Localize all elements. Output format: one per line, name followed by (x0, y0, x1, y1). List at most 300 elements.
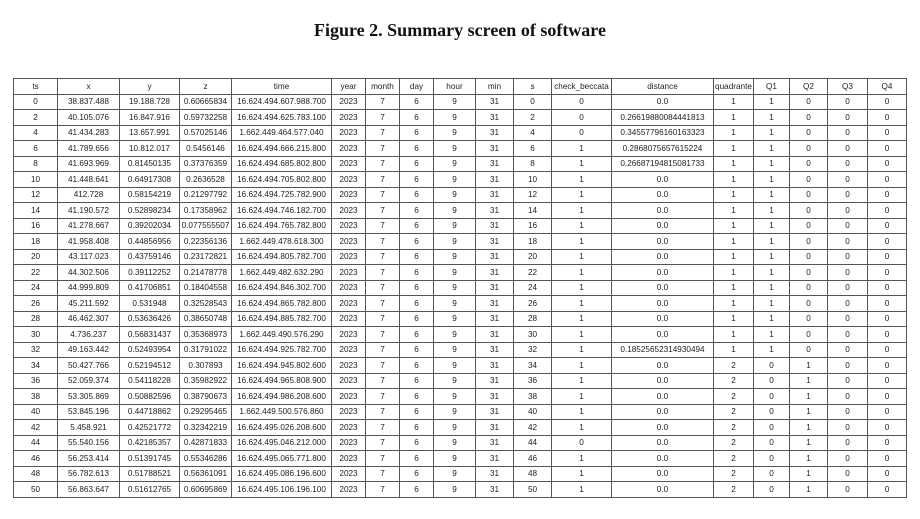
table-cell: 6 (400, 265, 434, 281)
table-cell: 9 (434, 203, 476, 219)
table-cell: 56.863.647 (58, 482, 120, 498)
table-cell: 1 (714, 327, 754, 343)
table-cell: 2 (714, 389, 754, 405)
table-cell: 0.58154219 (120, 187, 180, 203)
table-cell: 2023 (332, 482, 366, 498)
table-cell: 0 (828, 435, 868, 451)
table-cell: 46 (14, 451, 58, 467)
table-cell: 9 (434, 466, 476, 482)
table-row (14, 296, 907, 312)
table-cell: 0 (828, 404, 868, 420)
table-cell: 7 (366, 94, 400, 110)
table-cell: 24 (514, 280, 552, 296)
table-cell: 7 (366, 311, 400, 327)
table-cell: 1.662.449.500.576.860 (232, 404, 332, 420)
table-cell: 48 (14, 466, 58, 482)
table-cell: 1 (552, 311, 612, 327)
table-row (14, 249, 907, 265)
table-cell: 0.41706851 (120, 280, 180, 296)
table-cell: 31 (476, 172, 514, 188)
table-cell: 31 (476, 141, 514, 157)
table-cell: 0 (868, 110, 907, 126)
table-cell: 53.845.196 (58, 404, 120, 420)
table-cell: 28 (514, 311, 552, 327)
table-cell: 0 (790, 110, 828, 126)
table-cell: 0 (790, 234, 828, 250)
table-cell: 0.54118228 (120, 373, 180, 389)
table-cell: 1 (790, 404, 828, 420)
table-cell: 6 (400, 203, 434, 219)
table-cell: 2 (714, 466, 754, 482)
table-cell: 0 (828, 373, 868, 389)
table-cell: 31 (476, 327, 514, 343)
table-cell: 0 (868, 482, 907, 498)
table-cell: 0 (868, 218, 907, 234)
table-cell: 31 (476, 234, 514, 250)
table-cell: 0.60665834 (180, 94, 232, 110)
table-cell: 1 (790, 373, 828, 389)
table-cell: 0.17358962 (180, 203, 232, 219)
table-cell: 0.0 (612, 280, 714, 296)
table-row (14, 187, 907, 203)
table-cell: 0.51612765 (120, 482, 180, 498)
table-cell: 42 (14, 420, 58, 436)
table-cell: 0.2868075657615224 (612, 141, 714, 157)
table-cell: 0 (552, 110, 612, 126)
table-cell: 0 (868, 420, 907, 436)
table-cell: 1 (754, 156, 790, 172)
table-cell: 0 (828, 466, 868, 482)
column-header: year (332, 79, 366, 95)
table-cell: 6 (400, 389, 434, 405)
table-cell: 0 (868, 203, 907, 219)
table-cell: 2 (714, 451, 754, 467)
table-cell: 2 (514, 110, 552, 126)
table-cell: 6 (400, 249, 434, 265)
table-cell: 6 (400, 342, 434, 358)
table-cell: 1 (754, 296, 790, 312)
table-cell: 16 (514, 218, 552, 234)
table-cell: 0 (790, 141, 828, 157)
table-cell: 31 (476, 110, 514, 126)
table-cell: 46 (514, 451, 552, 467)
table-cell: 0 (828, 482, 868, 498)
table-cell: 0 (868, 265, 907, 281)
table-cell: 0 (828, 451, 868, 467)
table-cell: 6 (400, 218, 434, 234)
table-cell: 1 (754, 218, 790, 234)
table-row (14, 435, 907, 451)
table-row (14, 172, 907, 188)
table-cell: 0.42185357 (120, 435, 180, 451)
table-cell: 9 (434, 94, 476, 110)
table-cell: 1 (714, 296, 754, 312)
table-cell: 31 (476, 311, 514, 327)
table-cell: 7 (366, 420, 400, 436)
table-cell: 0.60695869 (180, 482, 232, 498)
figure-caption: Figure 2. Summary screen of software (314, 20, 606, 40)
table-cell: 1 (754, 172, 790, 188)
table-cell: 0.52194512 (120, 358, 180, 374)
table-cell: 22 (514, 265, 552, 281)
table-cell: 1 (714, 125, 754, 141)
table-cell: 1 (552, 373, 612, 389)
table-cell: 30 (14, 327, 58, 343)
table-cell: 0.531948 (120, 296, 180, 312)
table-cell: 1 (552, 218, 612, 234)
table-cell: 2023 (332, 311, 366, 327)
table-cell: 16 (14, 218, 58, 234)
table-cell: 0 (754, 482, 790, 498)
table-cell: 6 (400, 296, 434, 312)
table-cell: 0 (868, 280, 907, 296)
table-cell: 9 (434, 234, 476, 250)
table-cell: 7 (366, 358, 400, 374)
table-cell: 2023 (332, 141, 366, 157)
table-row (14, 482, 907, 498)
table-cell: 42 (514, 420, 552, 436)
column-header: Q3 (828, 79, 868, 95)
table-cell: 2023 (332, 218, 366, 234)
table-cell: 0.21478778 (180, 265, 232, 281)
table-cell: 1.662.449.464.577.040 (232, 125, 332, 141)
table-cell: 0.0 (612, 451, 714, 467)
table-cell: 2023 (332, 156, 366, 172)
table-cell: 1.662.449.482.632.290 (232, 265, 332, 281)
table-cell: 0 (828, 172, 868, 188)
table-cell: 1 (754, 187, 790, 203)
table-cell: 0.18404558 (180, 280, 232, 296)
table-cell: 0.42521772 (120, 420, 180, 436)
table-cell: 0.81450135 (120, 156, 180, 172)
table-cell: 41.958.408 (58, 234, 120, 250)
table-cell: 1 (714, 280, 754, 296)
table-cell: 16.624.495.106.196.100 (232, 482, 332, 498)
table-cell: 2023 (332, 249, 366, 265)
table-cell: 0 (552, 125, 612, 141)
table-cell: 0.0 (612, 327, 714, 343)
table-cell: 0.0 (612, 373, 714, 389)
table-cell: 0.0 (612, 404, 714, 420)
table-cell: 0 (828, 125, 868, 141)
table-cell: 2023 (332, 187, 366, 203)
table-cell: 1 (754, 125, 790, 141)
table-cell: 9 (434, 156, 476, 172)
table-cell: 0.51788521 (120, 466, 180, 482)
table-cell: 0 (868, 435, 907, 451)
table-row (14, 280, 907, 296)
table-cell: 0.35368973 (180, 327, 232, 343)
table-cell: 14 (14, 203, 58, 219)
table-cell: 44.999.809 (58, 280, 120, 296)
table-cell: 7 (366, 265, 400, 281)
table-cell: 40.105.076 (58, 110, 120, 126)
table-cell: 31 (476, 404, 514, 420)
table-cell: 9 (434, 389, 476, 405)
table-row (14, 451, 907, 467)
table-cell: 2023 (332, 203, 366, 219)
table-cell: 9 (434, 435, 476, 451)
table-cell: 0 (868, 156, 907, 172)
column-header: x (58, 79, 120, 95)
table-cell: 32 (514, 342, 552, 358)
table-cell: 0.50882596 (120, 389, 180, 405)
table-cell: 0 (828, 265, 868, 281)
table-cell: 1 (714, 110, 754, 126)
table-cell: 1 (552, 265, 612, 281)
table-cell: 0 (552, 435, 612, 451)
column-header: s (514, 79, 552, 95)
table-cell: 2023 (332, 389, 366, 405)
table-cell: 0.53636426 (120, 311, 180, 327)
table-cell: 7 (366, 280, 400, 296)
table-cell: 16.624.495.046.212.000 (232, 435, 332, 451)
table-cell: 0 (552, 94, 612, 110)
table-cell: 9 (434, 342, 476, 358)
table-cell: 5.458.921 (58, 420, 120, 436)
table-cell: 45.211.592 (58, 296, 120, 312)
table-cell: 16.624.494.945.802.600 (232, 358, 332, 374)
table-cell: 6 (400, 187, 434, 203)
table-cell: 9 (434, 125, 476, 141)
table-cell: 1 (754, 265, 790, 281)
table-cell: 2023 (332, 451, 366, 467)
table-cell: 0 (868, 451, 907, 467)
table-cell: 0 (790, 125, 828, 141)
table-cell: 2 (714, 435, 754, 451)
table-cell: 55.540.156 (58, 435, 120, 451)
table-cell: 8 (514, 156, 552, 172)
table-cell: 2023 (332, 125, 366, 141)
table-cell: 2023 (332, 234, 366, 250)
table-cell: 0.44856956 (120, 234, 180, 250)
table-cell: 0 (868, 327, 907, 343)
table-cell: 6 (400, 327, 434, 343)
table-cell: 0 (828, 420, 868, 436)
table-cell: 6 (400, 373, 434, 389)
table-cell: 0 (868, 389, 907, 405)
table-cell: 1 (552, 141, 612, 157)
table-cell: 6 (514, 141, 552, 157)
table-cell: 16.624.494.685.802.800 (232, 156, 332, 172)
table-cell: 9 (434, 420, 476, 436)
table-cell: 48 (514, 466, 552, 482)
table-cell: 46.462.307 (58, 311, 120, 327)
table-cell: 41.190.572 (58, 203, 120, 219)
table-cell: 0.52493954 (120, 342, 180, 358)
table-cell: 7 (366, 342, 400, 358)
table-cell: 34 (514, 358, 552, 374)
table-cell: 6 (400, 482, 434, 498)
table-cell: 0.0 (612, 296, 714, 312)
table-cell: 0.0 (612, 435, 714, 451)
table-cell: 2023 (332, 420, 366, 436)
table-cell: 32 (14, 342, 58, 358)
table-cell: 0.0 (612, 420, 714, 436)
table-cell: 31 (476, 94, 514, 110)
table-cell: 31 (476, 218, 514, 234)
table-cell: 30 (514, 327, 552, 343)
table-cell: 7 (366, 482, 400, 498)
table-cell: 38 (514, 389, 552, 405)
table-cell: 0 (754, 373, 790, 389)
table-cell: 0.57025146 (180, 125, 232, 141)
table-cell: 0 (790, 296, 828, 312)
table-cell: 4.736.237 (58, 327, 120, 343)
table-cell: 1 (714, 94, 754, 110)
table-cell: 1 (552, 389, 612, 405)
table-cell: 1 (552, 249, 612, 265)
table-cell: 56.782.613 (58, 466, 120, 482)
table-cell: 8 (14, 156, 58, 172)
table-cell: 0 (828, 218, 868, 234)
table-cell: 9 (434, 482, 476, 498)
table-cell: 1 (552, 172, 612, 188)
table-cell: 38.837.488 (58, 94, 120, 110)
table-row (14, 125, 907, 141)
column-header: month (366, 79, 400, 95)
table-cell: 12 (514, 187, 552, 203)
table-cell: 0.37376359 (180, 156, 232, 172)
table-cell: 14 (514, 203, 552, 219)
table-cell: 2023 (332, 110, 366, 126)
table-cell: 0 (868, 172, 907, 188)
table-cell: 0 (828, 156, 868, 172)
table-cell: 0 (868, 249, 907, 265)
table-header-row (14, 79, 907, 95)
table-cell: 53.305.869 (58, 389, 120, 405)
table-cell: 1 (714, 342, 754, 358)
table-cell: 10 (14, 172, 58, 188)
table-cell: 1 (552, 482, 612, 498)
table-cell: 0.39202034 (120, 218, 180, 234)
table-cell: 0 (790, 156, 828, 172)
table-cell: 36 (14, 373, 58, 389)
table-cell: 1 (552, 466, 612, 482)
table-cell: 0 (868, 141, 907, 157)
column-header: day (400, 79, 434, 95)
table-cell: 0.18525652314930494 (612, 342, 714, 358)
table-cell: 1 (714, 172, 754, 188)
table-cell: 40 (14, 404, 58, 420)
table-cell: 6 (400, 451, 434, 467)
table-cell: 9 (434, 172, 476, 188)
table-cell: 7 (366, 203, 400, 219)
table-cell: 6 (400, 280, 434, 296)
table-cell: 0 (754, 358, 790, 374)
table-cell: 7 (366, 435, 400, 451)
table-cell: 0 (828, 342, 868, 358)
table-cell: 9 (434, 265, 476, 281)
table-cell: 0 (828, 110, 868, 126)
table-cell: 1 (714, 265, 754, 281)
table-cell: 0.22356136 (180, 234, 232, 250)
table-cell: 31 (476, 296, 514, 312)
table-row (14, 234, 907, 250)
table-cell: 0 (790, 265, 828, 281)
table-cell: 0.44718862 (120, 404, 180, 420)
table-cell: 0 (828, 203, 868, 219)
table-cell: 412.728 (58, 187, 120, 203)
table-cell: 4 (514, 125, 552, 141)
table-cell: 0 (754, 435, 790, 451)
table-cell: 31 (476, 203, 514, 219)
table-cell: 52.059.374 (58, 373, 120, 389)
table-cell: 56.253.414 (58, 451, 120, 467)
table-cell: 9 (434, 218, 476, 234)
table-cell: 1 (754, 110, 790, 126)
table-cell: 0 (790, 327, 828, 343)
table-cell: 1 (754, 311, 790, 327)
table-cell: 7 (366, 466, 400, 482)
table-cell: 9 (434, 358, 476, 374)
table-cell: 2023 (332, 94, 366, 110)
table-cell: 1 (714, 141, 754, 157)
table-cell: 0.26619880084441813 (612, 110, 714, 126)
table-cell: 16.624.494.705.802.800 (232, 172, 332, 188)
table-cell: 41.434.283 (58, 125, 120, 141)
table-cell: 1 (714, 156, 754, 172)
table-cell: 50 (14, 482, 58, 498)
table-cell: 1 (552, 280, 612, 296)
table-cell: 16.624.495.065.771.800 (232, 451, 332, 467)
table-cell: 0.0 (612, 265, 714, 281)
column-header: z (180, 79, 232, 95)
table-cell: 36 (514, 373, 552, 389)
table-cell: 9 (434, 327, 476, 343)
table-cell: 6 (400, 125, 434, 141)
table-cell: 1 (790, 482, 828, 498)
table-cell: 0 (828, 311, 868, 327)
table-cell: 31 (476, 156, 514, 172)
table-cell: 1 (790, 435, 828, 451)
table-cell: 0 (754, 404, 790, 420)
table-cell: 50.427.766 (58, 358, 120, 374)
table-cell: 1 (790, 389, 828, 405)
table-cell: 0.077555507 (180, 218, 232, 234)
table-cell: 6 (400, 311, 434, 327)
table-cell: 2023 (332, 342, 366, 358)
table-cell: 31 (476, 249, 514, 265)
column-header: Q2 (790, 79, 828, 95)
table-cell: 19.188.728 (120, 94, 180, 110)
table-cell: 0.64917308 (120, 172, 180, 188)
table-cell: 0 (828, 280, 868, 296)
table-cell: 50 (514, 482, 552, 498)
table-row (14, 218, 907, 234)
table-cell: 0.55346286 (180, 451, 232, 467)
table-cell: 1 (754, 327, 790, 343)
table-cell: 1 (552, 296, 612, 312)
table-cell: 31 (476, 342, 514, 358)
table-cell: 0 (868, 234, 907, 250)
table-cell: 0 (868, 342, 907, 358)
table-cell: 0 (790, 311, 828, 327)
table-cell: 0.56361091 (180, 466, 232, 482)
table-row (14, 110, 907, 126)
table-cell: 0 (790, 203, 828, 219)
table-cell: 0 (868, 466, 907, 482)
table-cell: 6 (400, 172, 434, 188)
table-cell: 0 (790, 187, 828, 203)
table-cell: 31 (476, 435, 514, 451)
table-cell: 7 (366, 451, 400, 467)
table-cell: 7 (366, 125, 400, 141)
column-header: ts (14, 79, 58, 95)
table-cell: 31 (476, 389, 514, 405)
table-cell: 41.448.641 (58, 172, 120, 188)
table-cell: 7 (366, 327, 400, 343)
